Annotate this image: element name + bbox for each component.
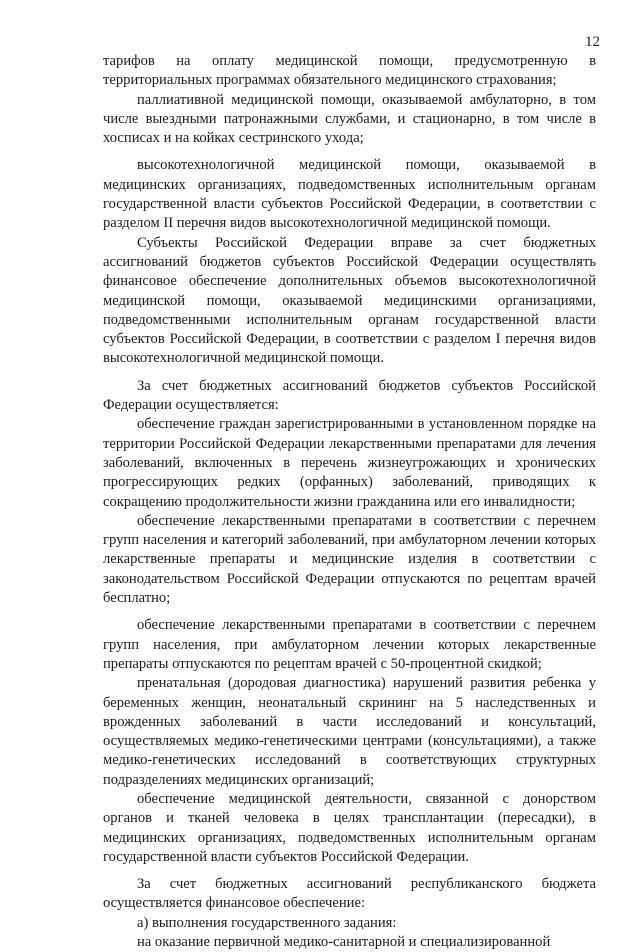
page-number: 12 — [585, 34, 600, 50]
paragraph-11: За счет бюджетных ассигнований республиканского бюджета осуществляется финансовое обеспечение: — [103, 876, 596, 912]
paragraph-3: высокотехнологичной медицинской помощи, оказываемой в медицинских организациях, подведомственных исполнительным органам государственной власти субъектов Российской Федерации, в соответствии с разделом II перечня видов высокотехнологичной медицинской помощи. — [103, 157, 596, 232]
paragraph-1: тарифов на оплату медицинской помощи, предусмотренную в территориальных программах обязательного медицинского страхования; — [103, 53, 596, 89]
document-body — [103, 52, 596, 952]
paragraph-7: обеспечение лекарственными препаратами в соответствии с перечнем групп населения и категорий заболеваний, при амбулаторном лечении которых лекарственные препараты и медицинские изделия в соответствии с законодательством Российской Федерации отпускаются по рецептам врачей бесплатно; — [103, 512, 596, 607]
paragraph-12: а) выполнения государственного задания: — [137, 914, 397, 931]
paragraph-10: обеспечение медицинской деятельности, связанной с донорством органов и тканей человека в целях трансплантации (пересадки), в медицинских организациях, подведомственных исполнительным органам государственной власти субъектов Российской Федерации. — [103, 790, 596, 865]
paragraph-8: обеспечение лекарственными препаратами в соответствии с перечнем групп населения, при амбулаторном лечении которых лекарственные препараты отпускаются по рецептам врачей с 50-процентной скидкой; — [103, 617, 596, 672]
paragraph-5: За счет бюджетных ассигнований бюджетов субъектов Российской Федерации осуществляется: — [103, 377, 596, 414]
paragraph-9: пренатальная (дородовая диагностика) нарушений развития ребенка у беременных женщин, неонатальный скрининг на 5 наследственных и врожденных заболеваний в части исследований и консультаций, осуществляемых медико-генетическими центрами (консультациями), а также медико-генетических исследований в соответствующих структурных подразделениях медицинских организаций; — [103, 675, 596, 788]
paragraph-4: Субъекты Российской Федерации вправе за счет бюджетных ассигнований бюджетов субъектов Российской Федерации осуществлять финансовое обеспечение дополнительных объемов высокотехнологичной медицинской помощи, оказываемой медицинскими организациями, подведомственными исполнительным органам государственной власти субъектов Российской Федерации, в соответствии с разделом I перечня видов высокотехнологичной медицинской помощи. — [103, 234, 596, 367]
paragraph-2: паллиативной медицинской помощи, оказываемой амбулаторно, в том числе выездными патронажными службами, и стационарно, в том числе в хосписах и на койках сестринского ухода; — [103, 91, 596, 147]
paragraph-6: обеспечение граждан зарегистрированными в установленном порядке на территории Российской Федерации лекарственными препаратами для лечения заболеваний, включенных в перечень жизнеугрожающих и хронических прогрессирующих редких (орфанных) заболеваний, приводящих к сокращению продолжительности жизни гражданина или его инвалидности; — [103, 416, 596, 510]
paragraph-13: на оказание первичной медико-санитарной и специализированной — [137, 934, 551, 951]
